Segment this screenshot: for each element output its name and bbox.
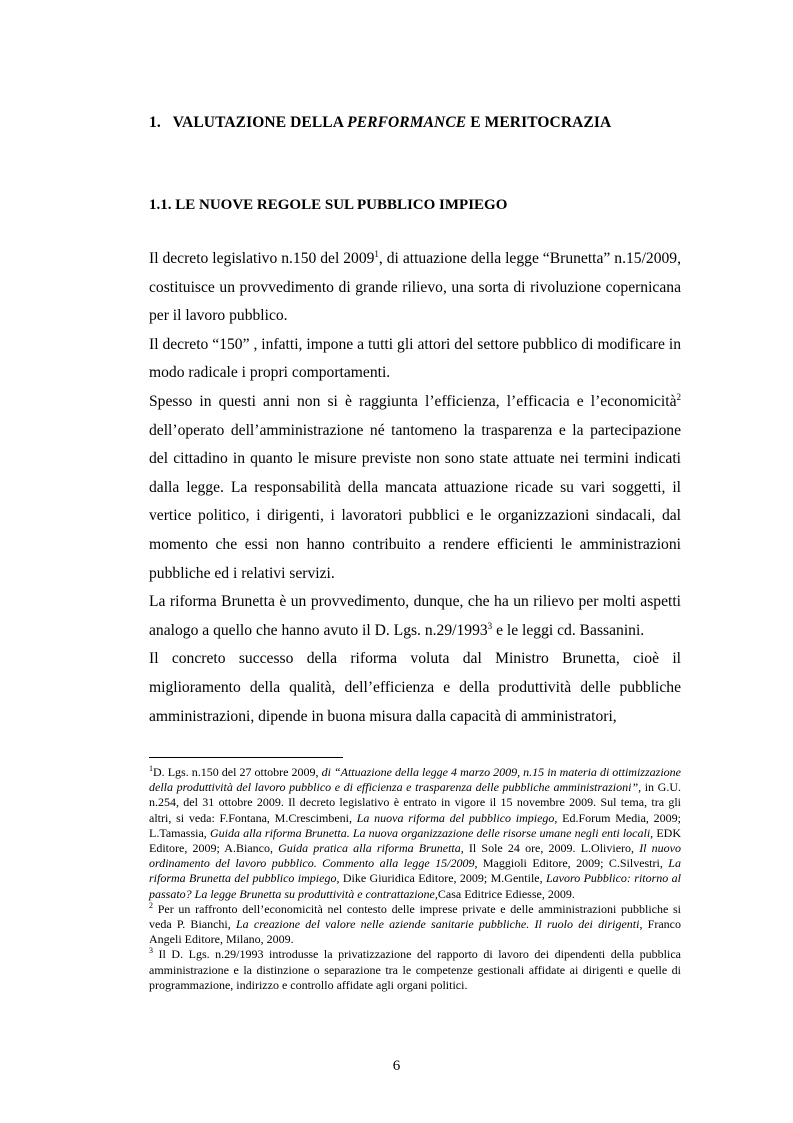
paragraph: La riforma Brunetta è un provvedimento, dunque, che ha un rilievo per molti aspetti analogo a quello che hanno avuto il D. Lgs. n.29/1993$^3$ e le leggi cd. Bassanini.: [149, 593, 681, 639]
footnotes: [149, 765, 681, 993]
footnote-1: $^1$D. Lgs. n.150 del 27 ottobre 2009, di “Attuazione della legge 4 marzo 2009, n.15 in materia di ottimizzazione della produttività del lavoro pubblico e di efficienza e trasparenza delle pubbliche amministrazioni”, in G.U. n.254, del 31 ottobre 2009. Il decreto legislativo è entrato in vigore il 15 novembre 2009. Sul tema, tra gli altri, si veda: F.Fontana, M.Crescimbeni, La nuova riforma del pubblico impiego, Ed.Forum Media, 2009; L.Tamassia, Guida alla riforma Brunetta. La nuova organizzazione delle risorse umane negli enti locali, EDK Editore, 2009; A.Bianco, Guida pratica alla riforma Brunetta, Il Sole 24 ore, 2009. L.Oliviero, Il nuovo ordinamento del lavoro pubblico. Commento alla legge 15/2009, Maggioli Editore, 2009; C.Silvestri, La riforma Brunetta del pubblico impiego, Dike Giuridica Editore, 2009; M.Gentile, Lavoro Pubblico: ritorno al passato? La legge Brunetta su produttività e contrattazione,Casa Editrice Ediesse, 2009.: [149, 764, 682, 901]
page-number: 6: [392, 1058, 401, 1074]
chapter-heading: 1. VALUTAZIONE DELLA PERFORMANCE E MERITOCRAZIA: [149, 114, 612, 131]
paragraph: Il concreto successo della riforma voluta dal Ministro Brunetta, cioè il miglioramento della qualità, dell’efficienza e della produttività delle pubbliche amministrazioni, dipende in buona misura dalla capacità di amministratori,: [149, 650, 681, 725]
footnote-separator: [149, 757, 343, 758]
section-heading: 1.1. LE NUOVE REGOLE SUL PUBBLICO IMPIEGO: [149, 197, 508, 213]
footnote-ref-3: 3: [487, 620, 493, 631]
paragraph: Il decreto legislativo n.150 del 2009$^1$, di attuazione della legge “Brunetta” n.15/2009, costituisce un provvedimento di grande rilievo, una sorta di rivoluzione copernicana per il lavoro pubblico.: [149, 249, 681, 325]
footnote-ref-2: 2: [676, 391, 681, 402]
footnote-ref-1: 1: [374, 249, 379, 259]
chapter-number: 1.: [149, 114, 161, 131]
body-text: [149, 245, 681, 731]
footnote-2: $^2$ Per un raffronto dell’economicità nel contesto delle imprese private e delle amministrazioni pubbliche si veda P. Bianchi, La creazione del valore nelle aziende sanitarie pubbliche. Il ruolo dei dirigenti, Franco Angeli Editore, Milano, 2009.: [149, 900, 681, 947]
paragraph: Il decreto “150” , infatti, impone a tutti gli attori del settore pubblico di modificare in modo radicale i propri comportamenti.: [149, 335, 681, 382]
footnote-3: $^3$ Il D. Lgs. n.29/1993 introdusse la privatizzazione del rapporto di lavoro dei dipendenti della pubblica amministrazione e la distinzione o separazione tra le competenze gestionali affidate ai dirigenti e quelle di programmazione, indirizzo e controllo affidate agli organi politici.: [149, 946, 681, 992]
paragraph: Spesso in questi anni non si è raggiunta l’efficienza, l’efficacia e l’economicità$^2$ dell’operato dell’amministrazione né tantomeno la trasparenza e la partecipazione del cittadino in quanto le misure previste non sono state attuate nei termini indicati dalla legge. La responsabilità della mancata attuazione ricade su vari soggetti, il vertice politico, i dirigenti, i lavoratori pubblici e le organizzazioni sindacali, dal momento che essi non hanno contribuito a rendere efficienti le amministrazioni pubbliche ed i relativi servizi.: [149, 391, 681, 582]
